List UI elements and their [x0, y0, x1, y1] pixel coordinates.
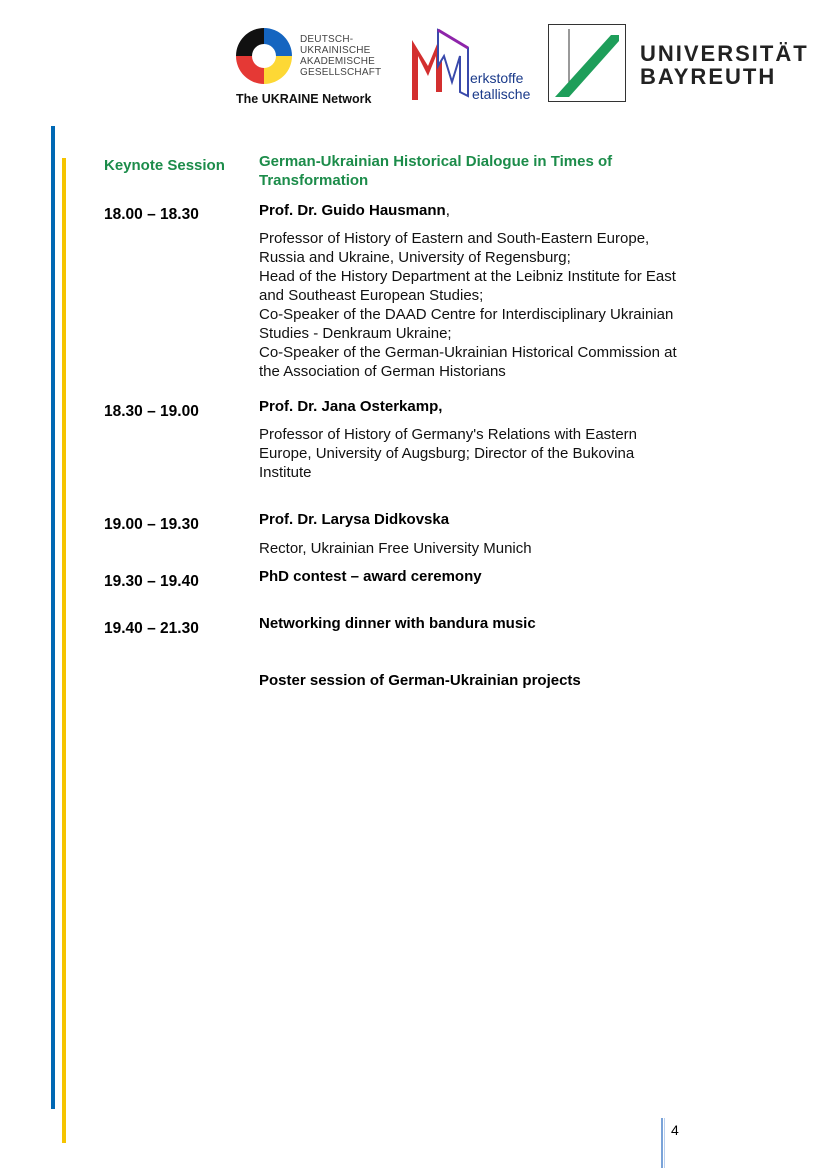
dug-network-label: The UKRAINE Network	[236, 92, 372, 106]
speaker-description: Professor of History of Eastern and South-Eastern Europe, Russia and Ukraine, University of Regensburg; Head of the History Department at the Leibniz Institute for East and Southeast European Studies; Co-Speaker of the DAAD Centre for Interdisciplinary Ukrainian Studies - Denkraum Ukraine; Co-Speaker of the German-Ukrainian Historical Commission at the Association of German Historians	[259, 230, 677, 380]
mw-line2: etallische	[472, 86, 531, 102]
entry-time: 19.40 – 21.30	[104, 620, 199, 637]
speaker-description: Professor of History of Germany's Relations with Eastern Europe, University of Augsburg; Director of the Bukovina Institute	[259, 426, 638, 481]
speaker-name: Prof. Dr. Jana Osterkamp,	[259, 398, 443, 415]
mw-line1: erkstoffe	[470, 70, 524, 86]
speaker-description: Rector, Ukrainian Free University Munich	[259, 540, 532, 557]
page-number-bar	[661, 1118, 663, 1168]
page-number-bar-2	[664, 1118, 665, 1168]
entry-time: 18.00 – 18.30	[104, 206, 199, 223]
session-title: German-Ukrainian Historical Dialogue in Times of Transformation	[259, 153, 613, 189]
ub-name: UNIVERSITÄT BAYREUTH	[640, 41, 809, 89]
page-number: 4	[671, 1122, 679, 1138]
program-item: Networking dinner with bandura music	[259, 615, 536, 632]
dug-text: DEUTSCH- UKRAINISCHE AKADEMISCHE GESELLSCHAFT	[300, 34, 382, 78]
speaker-name: Prof. Dr. Larysa Didkovska	[259, 511, 450, 528]
speaker-name: Prof. Dr. Guido Hausmann,	[259, 202, 450, 219]
program-item: Poster session of German-Ukrainian projects	[259, 672, 581, 689]
entry-time: 18.30 – 19.00	[104, 403, 199, 420]
entry-time: 19.00 – 19.30	[104, 516, 199, 533]
program-item: PhD contest – award ceremony	[259, 568, 482, 585]
session-label: Keynote Session	[104, 157, 225, 174]
entry-time: 19.30 – 19.40	[104, 573, 199, 590]
